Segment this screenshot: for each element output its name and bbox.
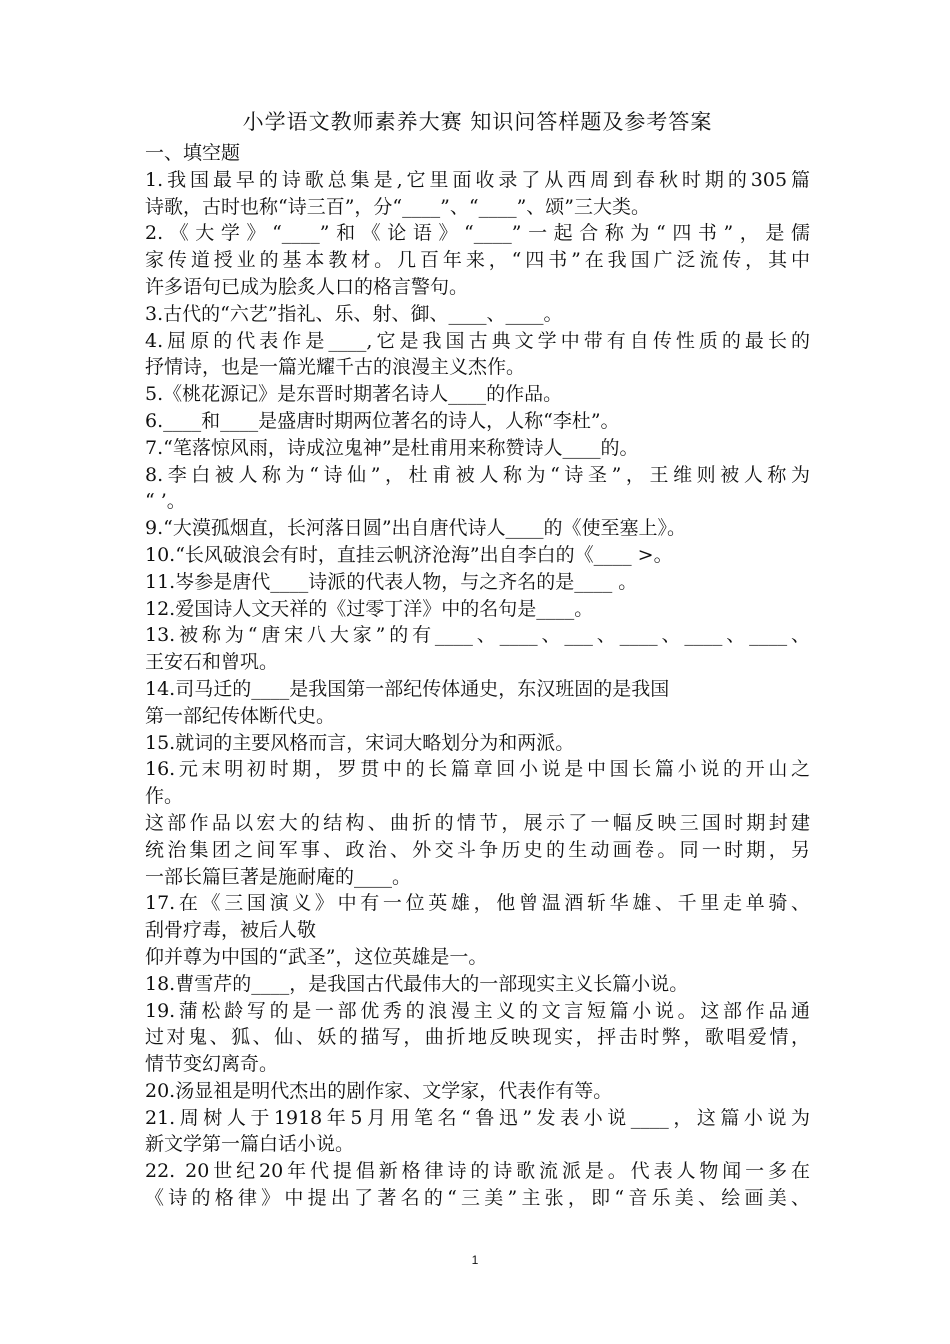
- text-line: 8.李白被人称为“诗仙”，杜甫被人称为“诗圣”，王维则被人称为: [145, 463, 810, 486]
- text-line: “ ’。: [145, 490, 186, 513]
- text-line: 10.“长风破浪会有时，直挂云帆济沧海”出自李白的《____ >。: [145, 543, 673, 566]
- text-line: 4.屈原的代表作是____,它是我国古典文学中带有自传性质的最长的: [145, 329, 810, 352]
- text-line: 家传道授业的基本教材。几百年来，“四书”在我国广泛流传，其中: [145, 249, 810, 272]
- text-line: 一部长篇巨著是施耐庵的____。: [145, 865, 412, 888]
- text-line: 7.“笔落惊风雨，诗成泣鬼神”是杜甫用来称赞诗人____的。: [145, 436, 639, 459]
- text-line: 16.元末明初时期，罗贯中的长篇章回小说是中国长篇小说的开山之: [145, 758, 810, 781]
- text-line: 许多语句已成为脍炙人口的格言警句。: [145, 275, 469, 298]
- text-line: 这部作品以宏大的结构、曲折的情节，展示了一幅反映三国时期封建: [145, 811, 810, 834]
- text-line: 2.《大学》“____”和《论语》“____”一起合称为“四书”，是儒: [145, 222, 810, 245]
- text-line: 6.____和____是盛唐时期两位著名的诗人，人称“李杜”。: [145, 409, 620, 432]
- text-line: 王安石和曾巩。: [145, 651, 279, 674]
- text-line: 过对鬼、狐、仙、妖的描写，曲折地反映现实，抨击时弊，歌唱爱情，: [145, 1026, 810, 1049]
- text-line: 9.“大漠孤烟直，长河落日圆”出自唐代诗人____的《使至塞上》。: [145, 517, 687, 540]
- text-line: 诗歌，古时也称“诗三百”，分“____”、“____”、颂”三大类。: [145, 195, 650, 218]
- text-line: 18.曹雪芹的____，是我国古代最伟大的一部现实主义长篇小说。: [145, 972, 689, 995]
- text-line: 仰并尊为中国的“武圣”，这位英雄是一。: [145, 945, 488, 968]
- text-line: 新文学第一篇白话小说。: [145, 1133, 355, 1156]
- text-line: 14.司马迁的____是我国第一部纪传体通史，东汉班固的是我国: [145, 677, 670, 700]
- page-title: 小学语文教师素养大赛 知识问答样题及参考答案: [242, 110, 713, 134]
- text-line: 1.我国最早的诗歌总集是,它里面收录了从西周到春秋时期的305篇: [145, 168, 810, 191]
- text-line: 统治集团之间军事、政治、外交斗争历史的生动画卷。同一时期，另: [145, 838, 810, 861]
- text-line: 19.蒲松龄写的是一部优秀的浪漫主义的文言短篇小说。这部作品通: [145, 999, 810, 1022]
- text-line: 作。: [145, 785, 184, 808]
- text-line: 一、填空题: [145, 142, 241, 164]
- text-line: 《诗的格律》中提出了著名的“三美”主张，即“音乐美、绘画美、: [145, 1187, 810, 1210]
- text-line: 12.爱国诗人文天祥的《过零丁洋》中的名句是____。: [145, 597, 594, 620]
- document-body: [145, 140, 810, 1212]
- text-line: 17.在《三国演义》中有一位英雄，他曾温酒斩华雄、千里走单骑、: [145, 892, 810, 915]
- text-line: 5.《桃花源记》是东晋时期著名诗人____的作品。: [145, 383, 563, 406]
- text-line: 22. 20世纪20年代提倡新格律诗的诗歌流派是。代表人物闻一多在: [145, 1160, 810, 1183]
- text-line: 第一部纪传体断代史。: [145, 704, 336, 727]
- text-line: 刮骨疗毒，被后人敬: [145, 919, 317, 942]
- text-line: 13.被称为“唐宋八大家”的有____、____、___、____、____、____、: [145, 624, 810, 647]
- text-line: 3.古代的“六艺”指礼、乐、射、御、____、____。: [145, 302, 563, 325]
- page-number: 1: [471, 1253, 479, 1267]
- text-line: 20.汤显祖是明代杰出的剧作家、文学家，代表作有等。: [145, 1079, 613, 1102]
- text-line: 抒情诗，也是一篇光耀千古的浪漫主义杰作。: [145, 356, 526, 379]
- text-line: 15.就词的主要风格而言，宋词大略划分为和两派。: [145, 731, 575, 754]
- text-line: 情节变幻离奇。: [145, 1053, 279, 1076]
- text-line: 11.岑参是唐代____诗派的代表人物，与之齐名的是____ 。: [145, 570, 638, 593]
- text-line: 21.周树人于1918年5月用笔名“鲁迅”发表小说____，这篇小说为: [145, 1106, 810, 1129]
